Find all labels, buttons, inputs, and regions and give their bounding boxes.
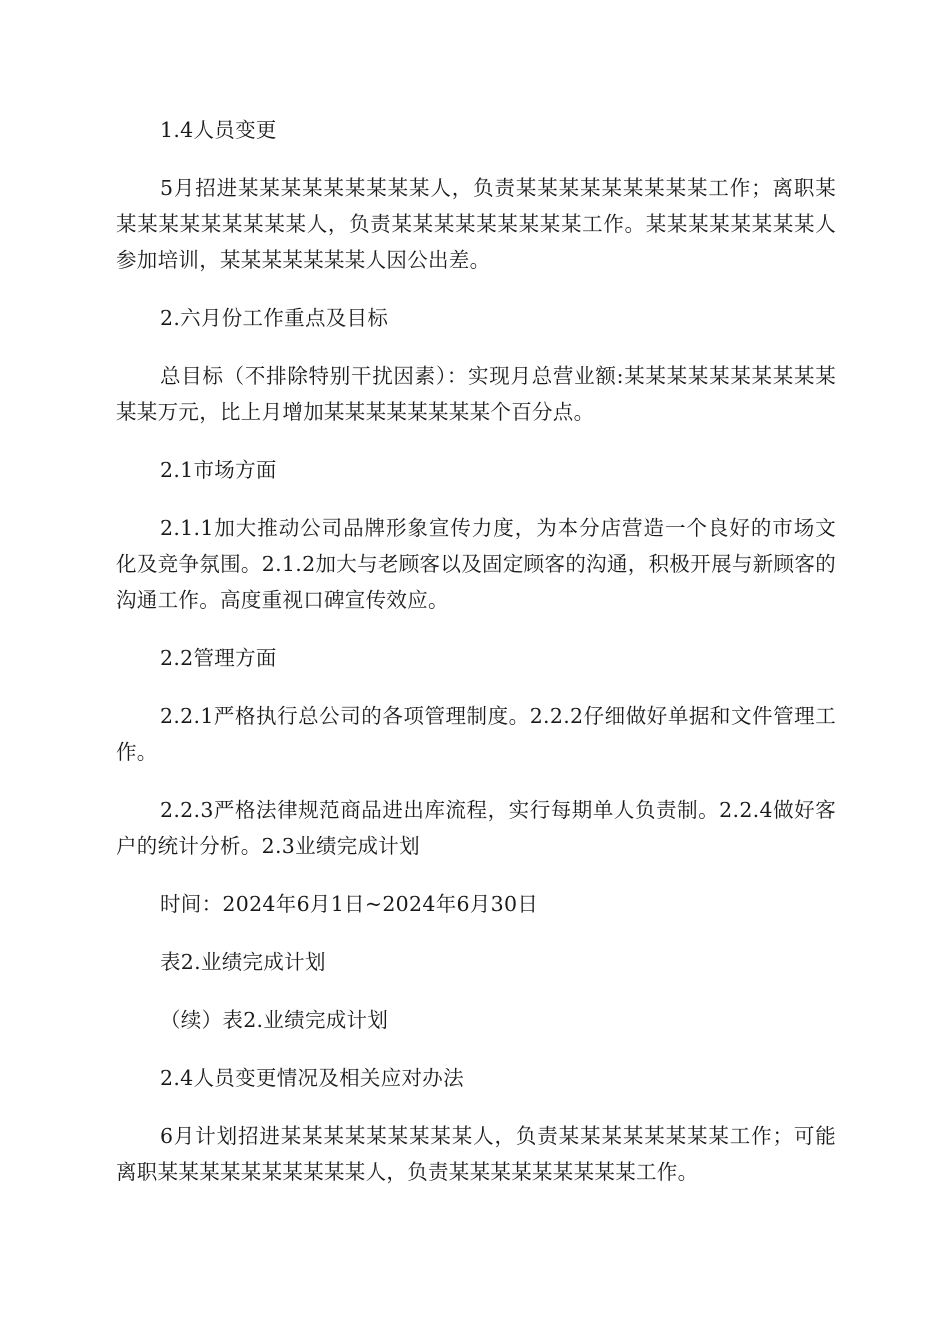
- section-heading: 2.六月份工作重点及目标: [160, 306, 389, 330]
- body-paragraph: 总目标（不排除特别干扰因素）：实现月总营业额:某某某某某某某某某某某某万元，比上月增加某某某某某某某某个百分点。: [116, 364, 836, 424]
- body-paragraph: 2.1.1加大推动公司品牌形象宣传力度，为本分店营造一个良好的市场文化及竞争氛围。2.1.2加大与老顾客以及固定顾客的沟通，积极开展与新顾客的沟通工作。高度重视口碑宣传效应。: [116, 516, 836, 612]
- body-paragraph: 5月招进某某某某某某某某某人，负责某某某某某某某某某工作；离职某某某某某某某某某某人，负责某某某某某某某某某工作。某某某某某某某某人参加培训，某某某某某某某人因公出差。: [116, 176, 836, 272]
- section-heading: 2.2管理方面: [160, 646, 277, 670]
- body-paragraph: 6月计划招进某某某某某某某某某人，负责某某某某某某某某工作；可能离职某某某某某某某某某某人，负责某某某某某某某某某工作。: [116, 1124, 836, 1184]
- body-paragraph: 2.2.3严格法律规范商品进出库流程，实行每期单人负责制。2.2.4做好客户的统计分析。2.3业绩完成计划: [116, 798, 836, 858]
- time-range-line: 时间：2024年6月1日~2024年6月30日: [160, 892, 539, 916]
- table-caption: 表2.业绩完成计划: [160, 950, 326, 974]
- section-heading: 2.4人员变更情况及相关应对办法: [160, 1066, 464, 1090]
- section-heading: 2.1市场方面: [160, 458, 277, 482]
- table-caption-continued: （续）表2.业绩完成计划: [160, 1008, 389, 1032]
- document-page: [116, 112, 836, 1190]
- section-heading: 1.4人员变更: [160, 118, 277, 142]
- body-paragraph: 2.2.1严格执行总公司的各项管理制度。2.2.2仔细做好单据和文件管理工作。: [116, 704, 836, 764]
